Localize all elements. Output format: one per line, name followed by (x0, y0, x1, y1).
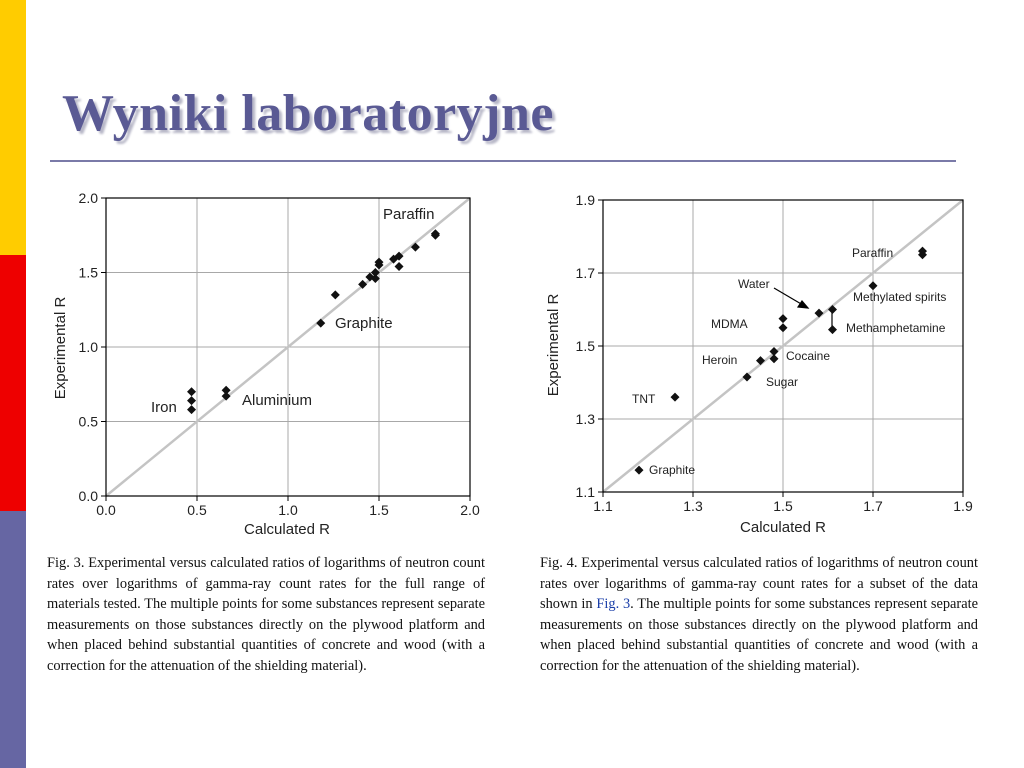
x-tick-label: 1.1 (593, 498, 613, 514)
x-tick-label: 1.5 (369, 502, 389, 518)
y-tick-label: 1.3 (575, 411, 595, 427)
annotation-heroin: Heroin (702, 353, 738, 367)
x-tick-label: 1.5 (773, 498, 793, 514)
y-tick-label: 1.7 (575, 265, 595, 281)
side-bar-red (0, 255, 26, 511)
annotation-iron: Iron (151, 399, 177, 416)
x-axis-label: Calculated R (244, 521, 330, 538)
chart-fig4 (540, 180, 990, 540)
x-tick-label: 1.3 (683, 498, 703, 514)
data-point (756, 356, 765, 365)
y-tick-label: 1.0 (78, 339, 98, 355)
y-tick-label: 1.5 (78, 264, 98, 281)
data-point (779, 323, 788, 332)
caption-fig3: Fig. 3. Experimental versus calculated ratios of logarithms of neutron count rates over logarithms of gamma-ray count rates for the full range of materials tested. The multiple points for some substances represent separate measurements on those substances directly on the plywood platform and when placed behind substantial quantities of concrete and wood (with a correction for the attenuation of the shielding material). (47, 555, 485, 674)
data-point (431, 229, 440, 238)
data-point (395, 262, 404, 271)
annotation-methamphetamine: Methamphetamine (846, 321, 946, 335)
data-point (316, 319, 325, 328)
x-tick-label: 0.0 (96, 502, 116, 518)
data-point (815, 309, 824, 318)
data-point (187, 405, 196, 414)
title-underline (50, 160, 956, 162)
data-point (187, 387, 196, 396)
y-axis-label: Experimental R (52, 296, 69, 400)
y-axis-label: Experimental R (545, 293, 562, 397)
data-point (828, 305, 837, 314)
y-tick-label: 1.5 (575, 338, 595, 354)
slide-side-bar (0, 0, 26, 768)
side-bar-yellow (0, 0, 26, 255)
data-point (779, 314, 788, 323)
x-tick-label: 0.5 (187, 502, 207, 518)
data-point (331, 290, 340, 299)
y-tick-label: 1.1 (575, 484, 595, 500)
annotation-water: Water (738, 277, 770, 291)
y-tick-label: 2.0 (78, 190, 98, 206)
x-tick-label: 1.9 (953, 498, 973, 514)
x-tick-label: 1.0 (278, 502, 298, 518)
annotation-tnt: TNT (632, 392, 656, 406)
annotation-graphite: Graphite (649, 463, 696, 477)
annotation-paraffin: Paraffin (383, 206, 435, 223)
caption-fig4-text-start: Fig. 4. Experimental versus calculated ratios of logarithms of neutron count rates over logarithms of gamma-ray count rates for a subset of the data shown in (540, 555, 978, 613)
y-tick-label: 0.0 (78, 488, 98, 504)
y-tick-label: 1.9 (575, 192, 595, 208)
x-tick-label: 1.7 (863, 498, 883, 514)
data-point (222, 386, 231, 395)
annotation-methylated-spirits: Methylated spirits (853, 290, 947, 304)
fig3-reference-link[interactable]: Fig. 3 (596, 596, 631, 613)
chart-fig3 (45, 180, 495, 540)
caption-fig4-text-end: . The multiple points for some substances represent separate measurements on those substances directly on the plywood platform and when placed behind substantial quantities of concrete and wood (with a correction for the attenuation of the shielding material). (540, 596, 978, 674)
data-point (828, 325, 837, 334)
data-point (869, 281, 878, 290)
y-tick-label: 0.5 (78, 413, 98, 430)
x-tick-label: 2.0 (460, 502, 480, 518)
x-axis-label: Calculated R (740, 519, 826, 536)
caption-fig4 (540, 553, 978, 677)
annotation-aluminium: Aluminium (242, 392, 313, 409)
side-bar-blue (0, 511, 26, 768)
annotation-paraffin: Paraffin (852, 246, 894, 260)
data-point (671, 393, 680, 402)
water-leader-arrowhead (798, 301, 808, 308)
annotation-mdma: MDMA (711, 317, 748, 331)
annotation-sugar: Sugar (766, 375, 799, 389)
data-point (187, 396, 196, 405)
annotation-cocaine: Cocaine (786, 349, 831, 363)
annotation-graphite: Graphite (335, 315, 393, 332)
slide-title: Wyniki laboratoryjne (62, 85, 554, 142)
